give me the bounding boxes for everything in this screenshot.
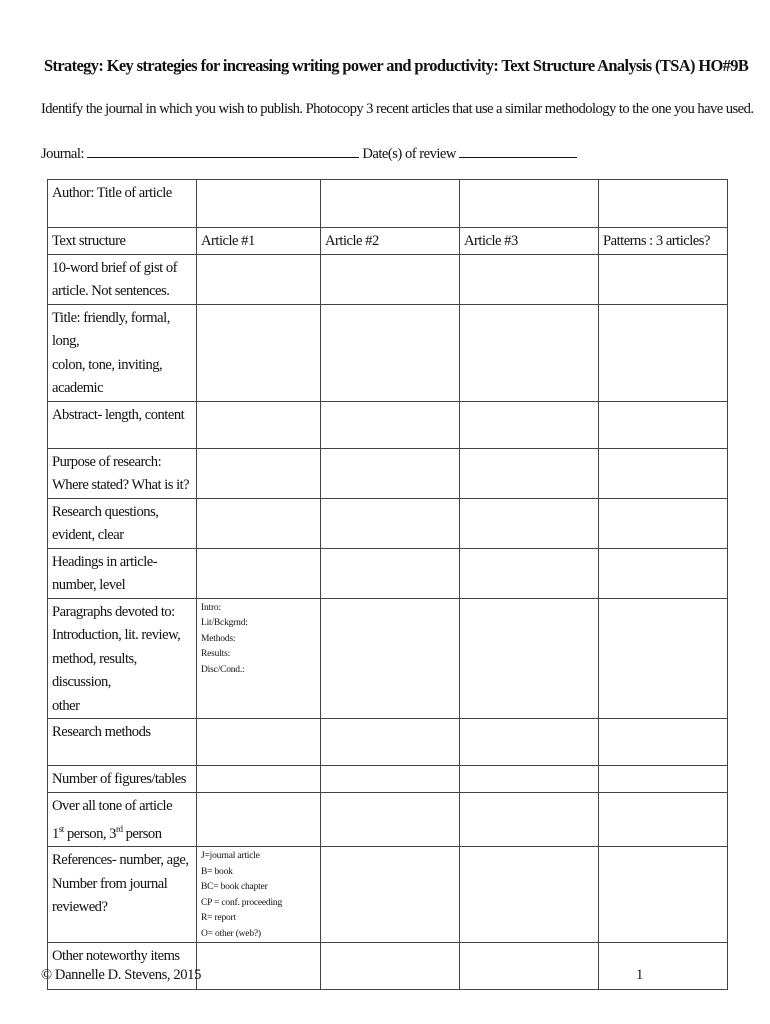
table-cell[interactable] (321, 401, 460, 448)
note-line: B= book (201, 866, 233, 877)
row-label-line: Research questions, (52, 503, 159, 520)
row-label-purpose (48, 448, 197, 498)
table-cell[interactable] (197, 548, 321, 598)
table-cell[interactable] (197, 943, 321, 990)
row-label-line: Purpose of research: (52, 453, 162, 470)
table-row (48, 448, 728, 498)
table-row (48, 598, 728, 719)
journal-date-line (41, 141, 577, 163)
row-label-line: number, level (52, 577, 126, 593)
table-cell[interactable] (321, 792, 460, 847)
author-title-label: Author: Title of article (48, 180, 197, 228)
note-line: Lit/Bckgrnd: (201, 618, 248, 628)
note-line: CP = conf. proceeding (201, 897, 283, 908)
table-cell[interactable] (599, 548, 728, 598)
row-label-line: colon, tone, inviting, (52, 356, 163, 373)
row-label-line: Number from journal (52, 875, 168, 892)
row-label-line: reviewed? (52, 899, 108, 916)
table-cell[interactable] (321, 719, 460, 766)
note-line: Disc/Cond.: (201, 664, 245, 675)
table-cell[interactable] (460, 401, 599, 448)
date-label: Date(s) of review (362, 146, 456, 162)
tone-first: 1 (52, 825, 59, 842)
row-label-line: Title: friendly, formal, long, (52, 309, 170, 349)
row-label-line: Number of figures/tables (52, 771, 186, 787)
copyright-text: © Dannelle D. Stevens, 2015 (41, 967, 201, 983)
reference-notes-cell[interactable] (197, 847, 321, 943)
row-label-line: Introduction, lit. review, (52, 627, 181, 643)
table-cell[interactable] (599, 448, 728, 498)
patterns-header: Patterns : 3 articles? (599, 228, 728, 255)
table-cell[interactable] (599, 401, 728, 448)
row-label-questions (48, 498, 197, 548)
journal-field[interactable] (87, 141, 359, 158)
table-cell[interactable] (460, 498, 599, 548)
table-row (48, 254, 728, 304)
row-label-line: Research methods (52, 724, 151, 740)
article1-header: Article #1 (197, 228, 321, 255)
table-row (48, 401, 728, 448)
table-cell[interactable] (599, 792, 728, 847)
table-row (48, 792, 728, 847)
row-label-figures (48, 766, 197, 793)
note-line: Intro: (201, 602, 221, 613)
table-row (48, 228, 728, 255)
table-row (48, 548, 728, 598)
row-label-line: method, results, discussion, (52, 650, 137, 690)
row-label-line: References- number, age, (52, 852, 189, 869)
tsa-table (47, 179, 728, 990)
row-label-line: evident, clear (52, 527, 124, 543)
table-row (48, 498, 728, 548)
table-cell[interactable] (197, 498, 321, 548)
row-label-line: Over all tone of article (52, 797, 173, 814)
row-label-line: Other noteworthy items (52, 948, 180, 965)
date-field[interactable] (459, 141, 577, 158)
table-cell[interactable] (197, 180, 321, 228)
row-label-title (48, 304, 197, 401)
table-cell[interactable] (321, 180, 460, 228)
journal-label: Journal: (41, 146, 85, 162)
row-label-methods (48, 719, 197, 766)
text-structure-header: Text structure (48, 228, 197, 255)
table-cell[interactable] (460, 180, 599, 228)
table-cell[interactable] (460, 766, 599, 793)
row-label-gist (48, 254, 197, 304)
table-cell[interactable] (460, 448, 599, 498)
row-label-headings (48, 548, 197, 598)
table-cell[interactable] (460, 943, 599, 990)
page-title: Strategy: Key strategies for increasing writing power and productivity: Text Structure Analysis (TSA) HO#9B (44, 56, 749, 75)
article3-header: Article #3 (460, 228, 599, 255)
table-cell[interactable] (599, 304, 728, 401)
tone-end: person (122, 825, 162, 842)
row-label-line: Headings in article- (52, 553, 158, 570)
table-cell[interactable] (460, 847, 599, 943)
table-cell[interactable] (197, 448, 321, 498)
table-cell[interactable] (599, 847, 728, 943)
table-cell[interactable] (599, 766, 728, 793)
table-cell[interactable] (460, 792, 599, 847)
row-label-line (52, 818, 192, 846)
instructions-text: Identify the journal in which you wish to publish. Photocopy 3 recent articles that use a similar methodology to the one you have used. (41, 101, 754, 117)
table-cell[interactable] (321, 304, 460, 401)
note-line: J=journal article (201, 851, 260, 862)
paragraph-notes-cell[interactable] (197, 598, 321, 719)
table-cell[interactable] (321, 943, 460, 990)
note-line: R= report (201, 913, 236, 924)
row-label-line: Paragraphs devoted to: (52, 603, 175, 620)
table-cell[interactable] (197, 401, 321, 448)
table-cell[interactable] (321, 498, 460, 548)
table-cell[interactable] (197, 792, 321, 847)
tone-first-sup: st (58, 824, 64, 834)
note-line: Results: (201, 649, 231, 659)
note-line: Methods: (201, 633, 236, 644)
row-label-tone (48, 792, 197, 847)
row-label-references (48, 847, 197, 943)
note-line: O= other (web?) (201, 928, 261, 939)
table-cell[interactable] (321, 448, 460, 498)
table-cell[interactable] (599, 498, 728, 548)
row-label-line: article. Not sentences. (52, 283, 170, 299)
table-cell[interactable] (460, 254, 599, 304)
table-row (48, 766, 728, 793)
table-cell[interactable] (460, 548, 599, 598)
table-cell[interactable] (599, 943, 728, 990)
row-label-paragraphs (48, 598, 197, 719)
table-row (48, 847, 728, 943)
article2-header: Article #2 (321, 228, 460, 255)
table-cell[interactable] (197, 766, 321, 793)
table-cell[interactable] (460, 304, 599, 401)
table-cell[interactable] (321, 254, 460, 304)
table-cell[interactable] (197, 254, 321, 304)
table-cell[interactable] (599, 180, 728, 228)
row-label-line: Abstract- length, content (52, 406, 185, 423)
row-label-line: other (52, 697, 80, 714)
row-label-abstract (48, 401, 197, 448)
page-number: 1 (636, 967, 644, 983)
table-cell[interactable] (321, 847, 460, 943)
table-row (48, 180, 728, 228)
row-label-line: 10-word brief of gist of (52, 259, 177, 276)
table-cell[interactable] (460, 719, 599, 766)
table-cell[interactable] (197, 304, 321, 401)
table-cell[interactable] (460, 598, 599, 719)
table-cell[interactable] (321, 548, 460, 598)
table-cell[interactable] (321, 598, 460, 719)
table-cell[interactable] (599, 254, 728, 304)
tone-third-sup: rd (115, 824, 123, 834)
row-label-line: academic (52, 380, 104, 396)
table-row (48, 304, 728, 401)
table-cell[interactable] (599, 598, 728, 719)
table-cell[interactable] (197, 719, 321, 766)
table-row (48, 719, 728, 766)
row-label-line: Where stated? What is it? (52, 477, 190, 493)
note-line: BC= book chapter (201, 882, 268, 893)
table-cell[interactable] (599, 719, 728, 766)
tone-mid: person, 3 (63, 825, 116, 842)
table-cell[interactable] (321, 766, 460, 793)
